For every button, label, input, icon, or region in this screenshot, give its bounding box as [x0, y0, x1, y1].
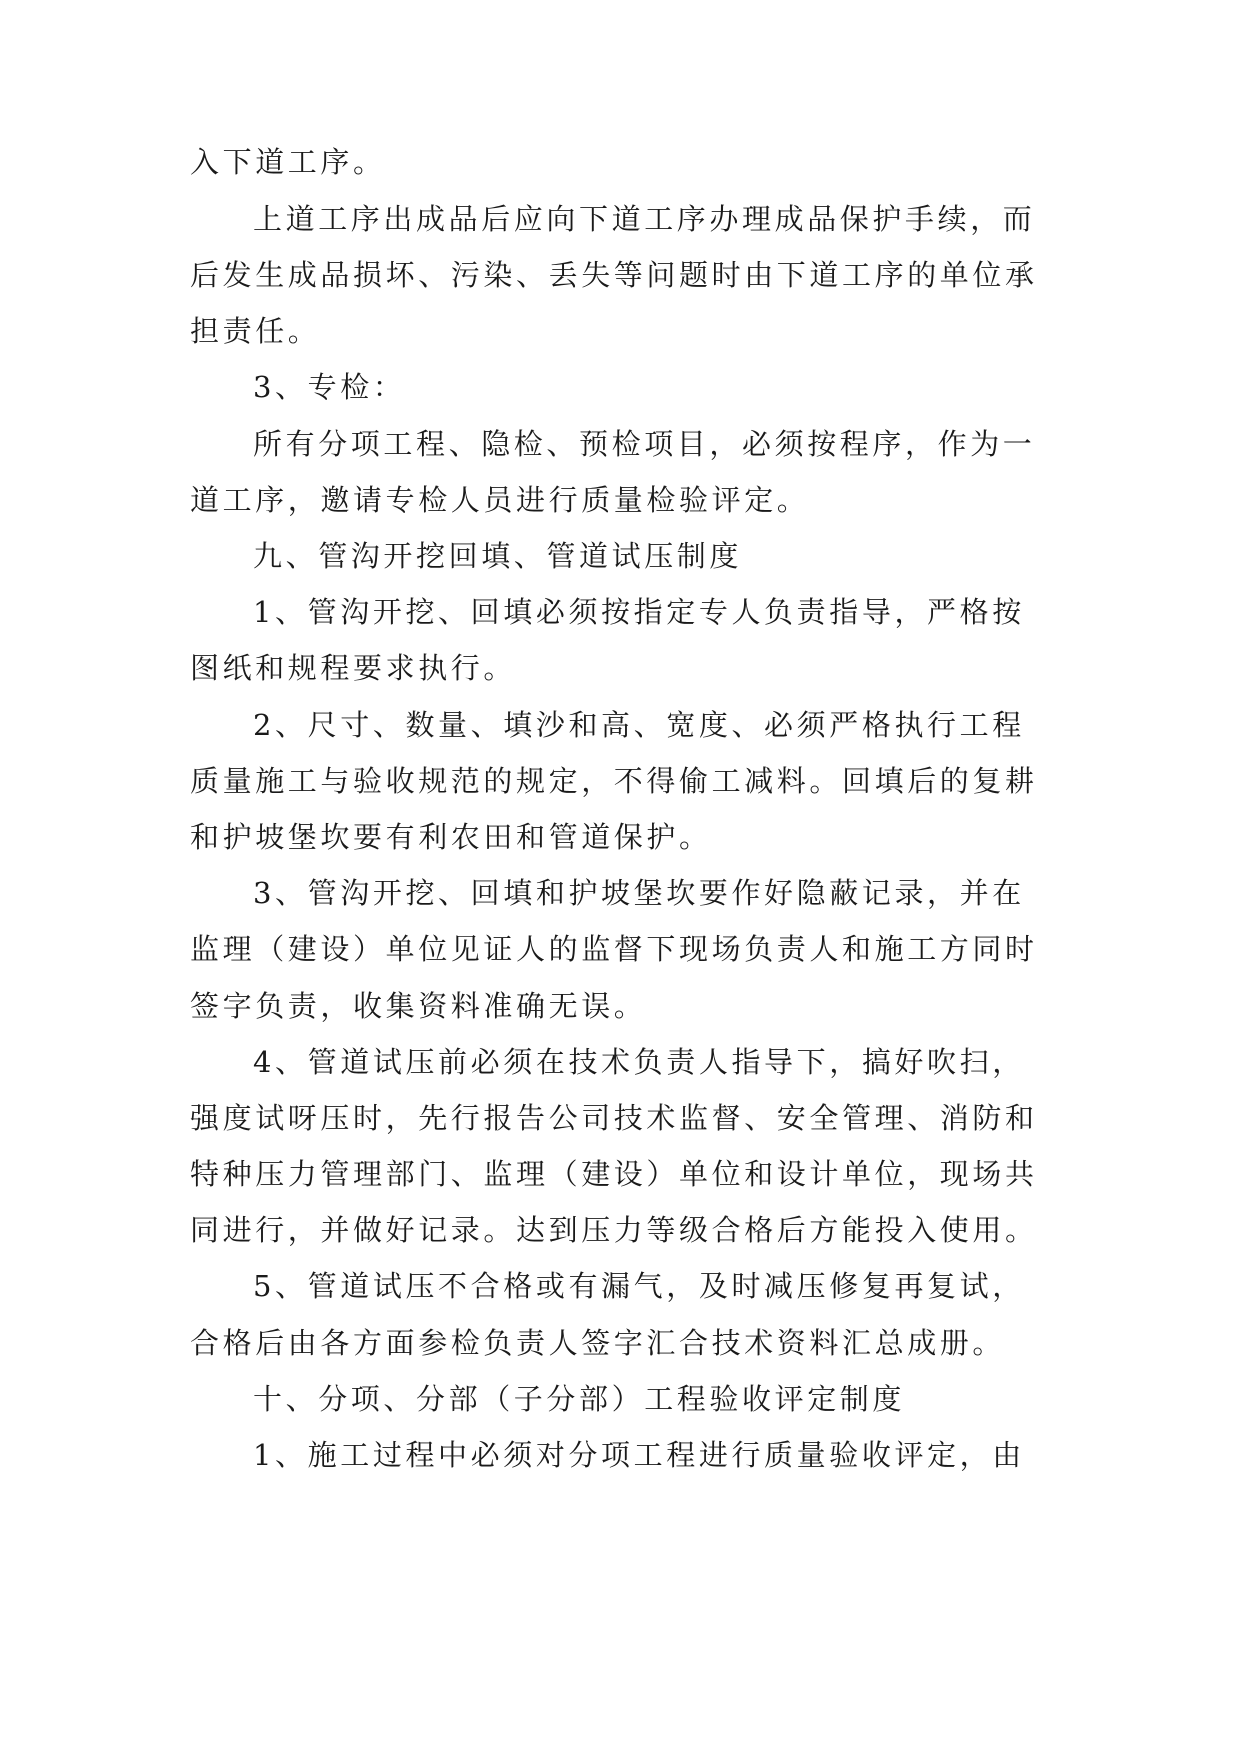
text-line: 后发生成品损坏、污染、丢失等问题时由下道工序的单位承 [190, 258, 1038, 292]
text-line: 特种压力管理部门、监理（建设）单位和设计单位，现场共 [190, 1157, 1038, 1191]
paragraph-line: 所有分项工程、隐检、预检项目，必须按程序，作为一 [253, 427, 1036, 461]
text-line: 质量施工与验收规范的规定，不得偷工减料。回填后的复耕 [190, 764, 1038, 798]
numbered-heading: 3、专检： [253, 370, 406, 404]
text-line: 道工序，邀请专检人员进行质量检验评定。 [190, 483, 810, 517]
paragraph-line: 2、尺寸、数量、填沙和高、宽度、必须严格执行工程 [253, 708, 1025, 742]
paragraph-line: 1、管沟开挖、回填必须按指定专人负责指导，严格按 [253, 595, 1025, 629]
text-line: 入下道工序。 [190, 145, 386, 179]
paragraph-line: 上道工序出成品后应向下道工序办理成品保护手续，而 [253, 202, 1036, 236]
text-line: 担责任。 [190, 314, 321, 348]
section-heading: 十、分项、分部（子分部）工程验收评定制度 [253, 1382, 906, 1416]
text-line: 和护坡堡坎要有利农田和管道保护。 [190, 820, 712, 854]
paragraph-line: 4、管道试压前必须在技术负责人指导下，搞好吹扫， [253, 1045, 1025, 1079]
text-line: 强度试呀压时，先行报告公司技术监督、安全管理、消防和 [190, 1101, 1038, 1135]
paragraph-line: 3、管沟开挖、回填和护坡堡坎要作好隐蔽记录，并在 [253, 876, 1025, 910]
paragraph-line: 1、施工过程中必须对分项工程进行质量验收评定，由 [253, 1438, 1025, 1472]
text-line: 同进行，并做好记录。达到压力等级合格后方能投入使用。 [190, 1213, 1038, 1247]
text-line: 图纸和规程要求执行。 [190, 651, 517, 685]
paragraph-line: 5、管道试压不合格或有漏气，及时减压修复再复试， [253, 1269, 1025, 1303]
text-line: 合格后由各方面参检负责人签字汇合技术资料汇总成册。 [190, 1326, 1006, 1360]
text-line: 签字负责，收集资料准确无误。 [190, 989, 647, 1023]
section-heading: 九、管沟开挖回填、管道试压制度 [253, 539, 743, 573]
text-line: 监理（建设）单位见证人的监督下现场负责人和施工方同时 [190, 932, 1038, 966]
